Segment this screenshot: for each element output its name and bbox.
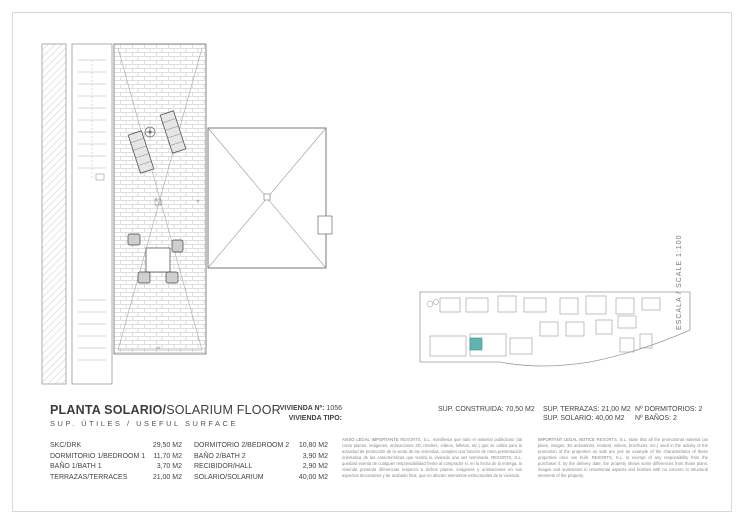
table-row xyxy=(50,462,182,473)
surface-value: 10,80 M2 xyxy=(298,442,328,449)
surface-label: RECIBIDOR/HALL xyxy=(194,463,253,470)
legal-notice-es xyxy=(342,437,522,479)
legal-notice-en-head: IMPORTANT LEGAL NOTICE xyxy=(538,437,595,442)
scale-label: ESCALA / SCALE 1:100 xyxy=(676,234,683,330)
table-row xyxy=(194,441,328,452)
parasol-icon xyxy=(145,127,155,137)
surface-value: 3,90 M2 xyxy=(302,452,328,460)
surface-value: 21,00 M2 xyxy=(152,473,182,481)
vivienda-number-label: VIVIENDA Nº: xyxy=(279,405,325,412)
surface-label: BAÑO 1/BATH 1 xyxy=(50,463,102,470)
table-row xyxy=(50,473,182,484)
table-row xyxy=(194,473,328,484)
surface-value: 3,70 M2 xyxy=(156,463,182,470)
legal-notice-en xyxy=(538,437,708,479)
drain-mark: H xyxy=(196,198,200,203)
level-mark: M xyxy=(156,345,160,350)
plan-title-slash: / xyxy=(162,403,167,417)
table-row xyxy=(50,441,182,452)
table-row xyxy=(194,452,328,463)
plan-title-es: PLANTA SOLARIO xyxy=(50,403,163,417)
staircase xyxy=(72,44,112,384)
site-location-map xyxy=(420,292,690,366)
table-row xyxy=(194,462,328,473)
terrace-surface-text: SUP. TERRAZAS: 21,00 M2 xyxy=(543,406,631,413)
surface-label: SKC/DRK xyxy=(50,442,82,449)
surface-label: DORMITORIO 1/BEDROOM 1 xyxy=(50,452,146,460)
selected-unit-marker xyxy=(470,338,482,350)
legal-notice-es-head: AVISO LEGAL IMPORTANTE xyxy=(342,437,399,442)
surface-label: SOLARIO/SOLARIUM xyxy=(194,473,264,481)
built-surface: SUP. CONSTRUIDA: 70,50 M2 xyxy=(438,406,535,413)
legal-notice-en-body: RESORTS, S.L. state that all the promotional material (as plans, images, 3D animations, renders, videos, brochures, etc.) used in the activity of the promotion of the properties on sale are just an example of the characteristics of these properties once are built. RESORTS, S.L. is exempt of any responsibility from the purchaser if, by the delivery date, the property shows some differences from those plans, images and animations in ornamental aspects and finishes with no concern to structural elements of the property. xyxy=(538,437,708,478)
roof-plan xyxy=(208,128,332,268)
solarium-surface-text: SUP. SOLARIO: 40,00 M2 xyxy=(543,415,625,422)
vivienda-type-label: VIVIENDA TIPO: xyxy=(288,415,342,422)
table-row xyxy=(50,452,182,463)
surfaces-table-left xyxy=(50,441,182,483)
surface-label: DORMITORIO 2/BEDROOM 2 xyxy=(194,442,290,449)
bedroom-count: Nº DORMITORIOS: 2 xyxy=(635,406,703,413)
terrace-surface xyxy=(543,405,631,423)
surface-subtitle: SUP. ÚTILES / USEFUL SURFACE xyxy=(50,419,238,428)
surface-label: BAÑO 2/BATH 2 xyxy=(194,452,246,460)
left-boundary-wall xyxy=(42,44,66,384)
surface-value: 40,00 M2 xyxy=(298,473,328,481)
surface-label: TERRAZAS/TERRACES xyxy=(50,473,128,481)
vivienda-number-value: 1056 xyxy=(326,405,342,412)
surface-value: 11,70 M2 xyxy=(153,452,182,460)
plan-title-en: SOLARIUM FLOOR xyxy=(166,403,281,417)
plan-title xyxy=(50,403,281,417)
surfaces-table-right xyxy=(194,441,328,483)
room-counts xyxy=(635,405,702,423)
surface-value: 2,90 M2 xyxy=(302,463,328,470)
vivienda-info xyxy=(258,404,342,424)
surface-value: 29,50 M2 xyxy=(152,442,182,449)
legal-notice-es-body: RESORTS, S.L. manifiesta que todo el material publicitario (tal como planos, imágenes, animaciones 3D, renders, vídeos, folletos, etc.) que se utiliza para la actividad de promoción de la venta de las viviendas, cumplen una función de mera presentación orientativa de las características que tendrá la vivienda una vez terminada. RESORTS, S.L. quedará exenta de cualquier responsabilidad frente al comprador si, en la fecha de la entrega, la vivienda presenta diferencias respecto a dichos planos, imágenes y animaciones en sus aspectos decorativos y de acabado final, que no afecten elementos estructurales de la vivienda. xyxy=(342,437,522,478)
bathroom-count: Nº BAÑOS: 2 xyxy=(635,415,677,422)
